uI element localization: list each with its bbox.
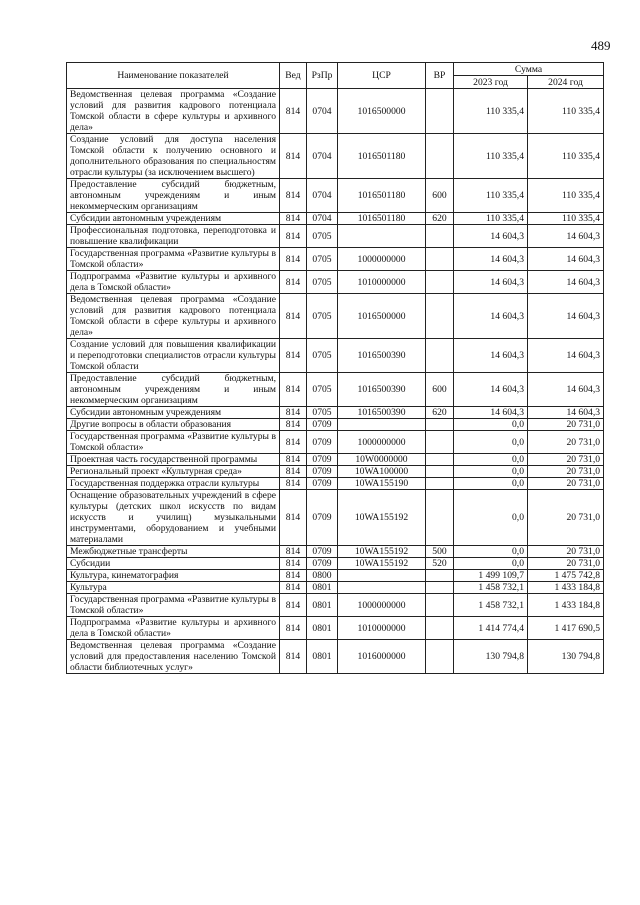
cell-rzpr: 0709 bbox=[307, 558, 338, 570]
cell-rzpr: 0709 bbox=[307, 546, 338, 558]
cell-rzpr: 0709 bbox=[307, 419, 338, 431]
cell-csr: 1010000000 bbox=[338, 271, 426, 294]
cell-vr bbox=[426, 582, 454, 594]
cell-ved: 814 bbox=[280, 134, 307, 179]
cell-vr bbox=[426, 271, 454, 294]
cell-sum-2023: 1 499 109,7 bbox=[454, 570, 528, 582]
header-rzpr: РзПр bbox=[307, 63, 338, 89]
cell-csr bbox=[338, 582, 426, 594]
cell-csr: 1016500000 bbox=[338, 294, 426, 339]
cell-rzpr: 0705 bbox=[307, 294, 338, 339]
cell-ved: 814 bbox=[280, 546, 307, 558]
table-row bbox=[67, 294, 604, 339]
cell-sum-2023: 0,0 bbox=[454, 490, 528, 546]
cell-vr bbox=[426, 89, 454, 134]
cell-sum-2023: 1 458 732,1 bbox=[454, 582, 528, 594]
cell-ved: 814 bbox=[280, 339, 307, 373]
cell-sum-2024: 110 335,4 bbox=[528, 89, 604, 134]
cell-vr bbox=[426, 594, 454, 617]
cell-vr: 500 bbox=[426, 546, 454, 558]
cell-rzpr: 0705 bbox=[307, 248, 338, 271]
cell-vr: 620 bbox=[426, 407, 454, 419]
cell-ved: 814 bbox=[280, 640, 307, 674]
cell-sum-2023: 0,0 bbox=[454, 431, 528, 454]
cell-name: Межбюджетные трансферты bbox=[67, 546, 280, 558]
cell-csr: 1016000000 bbox=[338, 640, 426, 674]
cell-ved: 814 bbox=[280, 407, 307, 419]
header-name: Наименование показателей bbox=[67, 63, 280, 89]
cell-ved: 814 bbox=[280, 179, 307, 213]
cell-sum-2023: 0,0 bbox=[454, 454, 528, 466]
cell-csr: 1000000000 bbox=[338, 594, 426, 617]
cell-sum-2023: 14 604,3 bbox=[454, 373, 528, 407]
cell-csr bbox=[338, 570, 426, 582]
cell-name: Государственная программа «Развитие культуры в Томской области» bbox=[67, 431, 280, 454]
cell-sum-2024: 20 731,0 bbox=[528, 478, 604, 490]
table-row bbox=[67, 582, 604, 594]
cell-sum-2023: 1 414 774,4 bbox=[454, 617, 528, 640]
cell-sum-2024: 14 604,3 bbox=[528, 339, 604, 373]
cell-vr bbox=[426, 570, 454, 582]
cell-sum-2023: 0,0 bbox=[454, 558, 528, 570]
cell-ved: 814 bbox=[280, 213, 307, 225]
cell-ved: 814 bbox=[280, 490, 307, 546]
cell-ved: 814 bbox=[280, 271, 307, 294]
cell-csr: 1016501180 bbox=[338, 213, 426, 225]
table-row bbox=[67, 213, 604, 225]
page-number: 489 bbox=[591, 38, 611, 53]
cell-csr: 1016500390 bbox=[338, 373, 426, 407]
cell-vr bbox=[426, 225, 454, 248]
cell-rzpr: 0705 bbox=[307, 407, 338, 419]
cell-sum-2023: 14 604,3 bbox=[454, 294, 528, 339]
cell-sum-2024: 110 335,4 bbox=[528, 179, 604, 213]
table-row bbox=[67, 617, 604, 640]
cell-sum-2023: 1 458 732,1 bbox=[454, 594, 528, 617]
cell-csr: 1016500390 bbox=[338, 339, 426, 373]
cell-vr bbox=[426, 478, 454, 490]
cell-csr: 1016501180 bbox=[338, 179, 426, 213]
table-row bbox=[67, 454, 604, 466]
cell-sum-2024: 20 731,0 bbox=[528, 454, 604, 466]
cell-rzpr: 0800 bbox=[307, 570, 338, 582]
cell-csr: 1000000000 bbox=[338, 248, 426, 271]
cell-rzpr: 0709 bbox=[307, 490, 338, 546]
table-row bbox=[67, 271, 604, 294]
cell-sum-2023: 130 794,8 bbox=[454, 640, 528, 674]
cell-sum-2024: 14 604,3 bbox=[528, 407, 604, 419]
table-row bbox=[67, 466, 604, 478]
cell-ved: 814 bbox=[280, 294, 307, 339]
cell-name: Ведомственная целевая программа «Создание условий для предоставления населению Томской области библиотечных услуг» bbox=[67, 640, 280, 674]
budget-table bbox=[66, 62, 604, 674]
header-year-2023: 2023 год bbox=[454, 76, 528, 89]
cell-csr: 1016501180 bbox=[338, 134, 426, 179]
cell-ved: 814 bbox=[280, 431, 307, 454]
cell-rzpr: 0801 bbox=[307, 594, 338, 617]
cell-sum-2023: 14 604,3 bbox=[454, 248, 528, 271]
cell-vr bbox=[426, 431, 454, 454]
cell-name: Предоставление субсидий бюджетным, автономным учреждениям и иным некоммерческим организациям bbox=[67, 179, 280, 213]
cell-sum-2023: 14 604,3 bbox=[454, 339, 528, 373]
cell-csr: 10WA155192 bbox=[338, 546, 426, 558]
table-row bbox=[67, 248, 604, 271]
cell-ved: 814 bbox=[280, 454, 307, 466]
cell-sum-2023: 110 335,4 bbox=[454, 213, 528, 225]
header-csr: ЦСР bbox=[338, 63, 426, 89]
cell-sum-2023: 0,0 bbox=[454, 546, 528, 558]
cell-csr: 1000000000 bbox=[338, 431, 426, 454]
cell-vr bbox=[426, 134, 454, 179]
cell-rzpr: 0709 bbox=[307, 454, 338, 466]
cell-csr: 10WA155192 bbox=[338, 490, 426, 546]
table-row bbox=[67, 546, 604, 558]
cell-rzpr: 0704 bbox=[307, 134, 338, 179]
table-row bbox=[67, 594, 604, 617]
table-body bbox=[67, 89, 604, 674]
cell-sum-2023: 110 335,4 bbox=[454, 89, 528, 134]
cell-name: Профессиональная подготовка, переподготовка и повышение квалификации bbox=[67, 225, 280, 248]
header-sum: Сумма bbox=[454, 63, 604, 76]
cell-csr: 1016500000 bbox=[338, 89, 426, 134]
cell-name: Ведомственная целевая программа «Создание условий для развития кадрового потенциала Томской области в сфере культуры и архивного дела» bbox=[67, 89, 280, 134]
cell-rzpr: 0709 bbox=[307, 466, 338, 478]
cell-vr bbox=[426, 248, 454, 271]
cell-sum-2023: 14 604,3 bbox=[454, 407, 528, 419]
cell-ved: 814 bbox=[280, 558, 307, 570]
cell-sum-2023: 0,0 bbox=[454, 466, 528, 478]
cell-ved: 814 bbox=[280, 582, 307, 594]
cell-ved: 814 bbox=[280, 225, 307, 248]
cell-name: Региональный проект «Культурная среда» bbox=[67, 466, 280, 478]
cell-sum-2024: 1 475 742,8 bbox=[528, 570, 604, 582]
cell-sum-2024: 1 433 184,8 bbox=[528, 594, 604, 617]
cell-sum-2024: 110 335,4 bbox=[528, 213, 604, 225]
table-row bbox=[67, 225, 604, 248]
cell-csr bbox=[338, 419, 426, 431]
cell-name: Создание условий для повышения квалификации и переподготовки специалистов отрасли культуры Томской области bbox=[67, 339, 280, 373]
cell-name: Культура, кинематография bbox=[67, 570, 280, 582]
cell-name: Субсидии автономным учреждениям bbox=[67, 213, 280, 225]
cell-ved: 814 bbox=[280, 419, 307, 431]
cell-sum-2024: 14 604,3 bbox=[528, 373, 604, 407]
cell-rzpr: 0801 bbox=[307, 582, 338, 594]
cell-ved: 814 bbox=[280, 373, 307, 407]
cell-ved: 814 bbox=[280, 478, 307, 490]
header-vr: ВР bbox=[426, 63, 454, 89]
cell-name: Государственная программа «Развитие культуры в Томской области» bbox=[67, 248, 280, 271]
cell-csr: 10WA100000 bbox=[338, 466, 426, 478]
cell-csr: 10WA155192 bbox=[338, 558, 426, 570]
cell-name: Ведомственная целевая программа «Создание условий для развития кадрового потенциала Томской области в сфере культуры и архивного дела» bbox=[67, 294, 280, 339]
cell-sum-2023: 110 335,4 bbox=[454, 179, 528, 213]
cell-sum-2024: 20 731,0 bbox=[528, 431, 604, 454]
table-row bbox=[67, 407, 604, 419]
cell-ved: 814 bbox=[280, 248, 307, 271]
cell-vr bbox=[426, 490, 454, 546]
cell-name: Оснащение образовательных учреждений в сфере культуры (детских школ искусств по видам искусств и училищ) музыкальными инструментами, оборудованием и учебными материалами bbox=[67, 490, 280, 546]
cell-sum-2024: 130 794,8 bbox=[528, 640, 604, 674]
table-row bbox=[67, 570, 604, 582]
cell-vr: 520 bbox=[426, 558, 454, 570]
cell-vr bbox=[426, 617, 454, 640]
cell-csr: 1010000000 bbox=[338, 617, 426, 640]
cell-rzpr: 0709 bbox=[307, 478, 338, 490]
cell-name: Предоставление субсидий бюджетным, автономным учреждениям и иным некоммерческим организациям bbox=[67, 373, 280, 407]
cell-ved: 814 bbox=[280, 570, 307, 582]
cell-sum-2024: 14 604,3 bbox=[528, 271, 604, 294]
cell-sum-2024: 20 731,0 bbox=[528, 558, 604, 570]
cell-name: Другие вопросы в области образования bbox=[67, 419, 280, 431]
cell-sum-2024: 20 731,0 bbox=[528, 490, 604, 546]
header-year-2024: 2024 год bbox=[528, 76, 604, 89]
cell-sum-2024: 14 604,3 bbox=[528, 225, 604, 248]
cell-name: Подпрограмма «Развитие культуры и архивного дела в Томской области» bbox=[67, 617, 280, 640]
cell-name: Проектная часть государственной программы bbox=[67, 454, 280, 466]
cell-csr: 10WA155190 bbox=[338, 478, 426, 490]
cell-vr: 620 bbox=[426, 213, 454, 225]
cell-csr bbox=[338, 225, 426, 248]
cell-rzpr: 0705 bbox=[307, 225, 338, 248]
cell-rzpr: 0705 bbox=[307, 339, 338, 373]
table-row bbox=[67, 558, 604, 570]
table-row bbox=[67, 373, 604, 407]
cell-rzpr: 0705 bbox=[307, 271, 338, 294]
cell-rzpr: 0801 bbox=[307, 640, 338, 674]
cell-csr: 10W0000000 bbox=[338, 454, 426, 466]
cell-vr: 600 bbox=[426, 373, 454, 407]
cell-sum-2023: 110 335,4 bbox=[454, 134, 528, 179]
table-row bbox=[67, 478, 604, 490]
cell-name: Государственная поддержка отрасли культуры bbox=[67, 478, 280, 490]
cell-vr bbox=[426, 466, 454, 478]
cell-csr: 1016500390 bbox=[338, 407, 426, 419]
cell-vr bbox=[426, 640, 454, 674]
table-row bbox=[67, 640, 604, 674]
cell-name: Субсидии автономным учреждениям bbox=[67, 407, 280, 419]
table-row bbox=[67, 431, 604, 454]
cell-ved: 814 bbox=[280, 594, 307, 617]
cell-vr bbox=[426, 454, 454, 466]
table-row bbox=[67, 419, 604, 431]
cell-ved: 814 bbox=[280, 617, 307, 640]
cell-rzpr: 0801 bbox=[307, 617, 338, 640]
cell-name: Культура bbox=[67, 582, 280, 594]
cell-sum-2024: 20 731,0 bbox=[528, 546, 604, 558]
cell-ved: 814 bbox=[280, 466, 307, 478]
cell-rzpr: 0704 bbox=[307, 179, 338, 213]
cell-vr bbox=[426, 294, 454, 339]
cell-rzpr: 0705 bbox=[307, 373, 338, 407]
cell-sum-2024: 14 604,3 bbox=[528, 294, 604, 339]
cell-sum-2024: 1 417 690,5 bbox=[528, 617, 604, 640]
header-ved: Вед bbox=[280, 63, 307, 89]
cell-vr: 600 bbox=[426, 179, 454, 213]
table-row bbox=[67, 179, 604, 213]
cell-ved: 814 bbox=[280, 89, 307, 134]
cell-sum-2024: 20 731,0 bbox=[528, 419, 604, 431]
cell-sum-2024: 1 433 184,8 bbox=[528, 582, 604, 594]
table-row bbox=[67, 89, 604, 134]
cell-rzpr: 0709 bbox=[307, 431, 338, 454]
table-row bbox=[67, 134, 604, 179]
cell-vr bbox=[426, 339, 454, 373]
cell-rzpr: 0704 bbox=[307, 89, 338, 134]
cell-name: Подпрограмма «Развитие культуры и архивного дела в Томской области» bbox=[67, 271, 280, 294]
cell-sum-2024: 20 731,0 bbox=[528, 466, 604, 478]
table-row bbox=[67, 339, 604, 373]
cell-sum-2024: 110 335,4 bbox=[528, 134, 604, 179]
cell-name: Субсидии bbox=[67, 558, 280, 570]
table-row bbox=[67, 490, 604, 546]
cell-sum-2023: 0,0 bbox=[454, 419, 528, 431]
cell-sum-2023: 14 604,3 bbox=[454, 225, 528, 248]
cell-name: Государственная программа «Развитие культуры в Томской области» bbox=[67, 594, 280, 617]
cell-sum-2024: 14 604,3 bbox=[528, 248, 604, 271]
cell-sum-2023: 14 604,3 bbox=[454, 271, 528, 294]
cell-sum-2023: 0,0 bbox=[454, 478, 528, 490]
cell-name: Создание условий для доступа населения Томской области к получению основного и дополнительного образования по специальностям отрасли культуры (за исключением высшего) bbox=[67, 134, 280, 179]
cell-rzpr: 0704 bbox=[307, 213, 338, 225]
cell-vr bbox=[426, 419, 454, 431]
